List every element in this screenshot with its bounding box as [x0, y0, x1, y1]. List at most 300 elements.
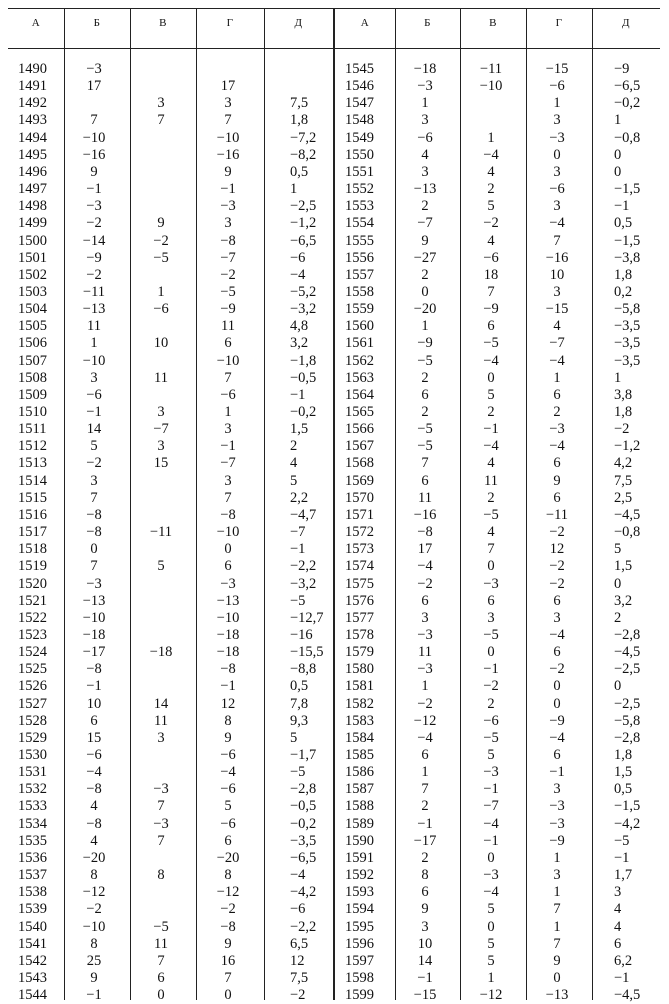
left-year-cell: 1535 — [18, 832, 47, 849]
right-b-cell: −3 — [417, 626, 433, 643]
right-year-cell: 1588 — [345, 798, 374, 815]
left-b-cell: −6 — [86, 386, 102, 403]
left-g-cell: 6 — [224, 832, 232, 849]
left-d-cell: −2,2 — [290, 918, 317, 935]
left-g-cell: −18 — [216, 644, 240, 661]
right-year-cell: 1553 — [345, 198, 374, 215]
right-g-cell: 6 — [553, 455, 561, 472]
left-g-cell: 7 — [224, 112, 232, 129]
left-year-cell: 1525 — [18, 661, 47, 678]
left-v-cell — [132, 660, 190, 678]
left-g-cell: 0 — [224, 541, 232, 558]
left-year-cell: 1503 — [18, 283, 47, 300]
left-year-cell: 1534 — [18, 815, 47, 832]
left-b-cell: −2 — [86, 901, 102, 918]
right-year-cell: 1574 — [345, 558, 374, 575]
right-v-cell: −10 — [479, 78, 503, 95]
left-b-cell: −12 — [82, 884, 106, 901]
left-v-cell — [132, 129, 190, 147]
right-g-cell: 3 — [553, 867, 561, 883]
right-b-cell: −12 — [413, 712, 437, 729]
right-d-cell: 0 — [614, 575, 622, 592]
left-b-cell: 5 — [90, 438, 98, 455]
right-g-cell: −3 — [549, 421, 565, 438]
right-g-cell: −3 — [549, 798, 565, 815]
left-b-cell: 14 — [86, 421, 102, 438]
left-v-cell: 10 — [153, 335, 169, 352]
left-v-cell — [132, 609, 190, 627]
left-v-cell — [132, 575, 190, 593]
right-year-cell: 1568 — [345, 455, 374, 472]
right-v-cell: −9 — [483, 301, 499, 318]
right-year-cell: 1548 — [345, 112, 374, 129]
right-b-cell: 8 — [421, 867, 429, 883]
right-d-cell: 1,7 — [614, 867, 633, 883]
right-v-cell: −4 — [483, 352, 499, 369]
right-b-cell: 1 — [421, 318, 429, 335]
right-b-cell: −3 — [417, 78, 433, 95]
left-year-cell: 1516 — [18, 506, 47, 523]
left-b-cell: −10 — [82, 129, 106, 146]
left-d-cell: 3,2 — [290, 335, 309, 352]
col-divider — [395, 8, 396, 1000]
left-b-cell: −9 — [86, 249, 102, 266]
left-b-cell: 0 — [90, 541, 98, 558]
right-v-cell: −5 — [483, 506, 499, 523]
left-year-cell: 1502 — [18, 266, 47, 283]
left-v-cell: −5 — [153, 918, 169, 935]
left-year-cell: 1544 — [18, 987, 47, 1004]
left-year-cell: 1491 — [18, 78, 47, 95]
right-b-cell: 7 — [421, 781, 429, 798]
left-year-cell: 1505 — [18, 318, 47, 335]
left-year-cell: 1533 — [18, 798, 47, 815]
left-year-cell: 1510 — [18, 404, 47, 420]
right-g-cell: −4 — [549, 438, 565, 455]
left-g-cell: 9 — [224, 729, 232, 746]
right-g-cell: 9 — [553, 472, 561, 489]
right-year-cell: 1556 — [345, 249, 374, 266]
right-v-cell: −5 — [483, 626, 499, 643]
col-divider — [130, 8, 131, 1000]
left-v-cell: 14 — [153, 695, 169, 712]
right-year-cell: 1551 — [345, 163, 374, 180]
right-b-cell: 2 — [421, 266, 429, 283]
left-g-cell: 6 — [224, 335, 232, 352]
right-b-cell: 7 — [421, 455, 429, 472]
right-v-cell: −3 — [483, 764, 499, 781]
left-g-cell: 9 — [224, 935, 232, 952]
left-d-cell: −5 — [290, 592, 306, 609]
left-v-cell — [132, 849, 190, 867]
left-year-cell: 1513 — [18, 455, 47, 472]
left-g-cell: −16 — [216, 146, 240, 163]
right-d-cell: 0,2 — [614, 283, 633, 300]
right-v-cell: 2 — [487, 695, 495, 712]
left-d-cell: −12,7 — [290, 609, 324, 626]
right-d-cell: 1 — [614, 112, 622, 129]
right-d-cell: −4,5 — [614, 987, 641, 1004]
right-b-cell: 3 — [421, 918, 429, 935]
left-d-cell: 2 — [290, 438, 298, 455]
right-year-cell: 1573 — [345, 541, 374, 558]
right-b-cell: −3 — [417, 661, 433, 678]
col-divider — [592, 8, 593, 1000]
right-v-cell: 5 — [487, 386, 495, 403]
left-year-cell: 1492 — [18, 95, 47, 112]
left-b-cell: −4 — [86, 764, 102, 781]
left-d-cell: −4,2 — [290, 884, 317, 901]
right-d-cell: −3,5 — [614, 352, 641, 369]
left-b-cell: 15 — [86, 729, 102, 746]
right-year-cell: 1561 — [345, 335, 374, 352]
right-b-cell: 11 — [418, 489, 432, 506]
left-v-cell: 15 — [153, 455, 169, 472]
left-d-cell: 2,2 — [290, 489, 309, 506]
right-g-cell: 3 — [553, 163, 561, 180]
right-v-cell: −2 — [483, 678, 499, 695]
left-d-cell — [290, 77, 328, 95]
right-v-cell: 4 — [487, 163, 495, 180]
left-d-cell: −3,2 — [290, 575, 317, 592]
left-year-cell: 1509 — [18, 386, 47, 403]
right-g-cell: −9 — [549, 712, 565, 729]
right-b-cell: −4 — [417, 729, 433, 746]
left-d-cell: −7,2 — [290, 129, 317, 146]
right-b-cell: −7 — [417, 215, 433, 232]
left-d-cell: 6,5 — [290, 935, 309, 952]
right-v-cell: −5 — [483, 729, 499, 746]
right-g-cell: 4 — [553, 318, 561, 335]
left-v-cell — [132, 883, 190, 901]
right-d-cell: 0 — [614, 678, 622, 695]
left-d-cell: −4,7 — [290, 506, 317, 523]
right-d-cell: −1 — [614, 969, 630, 986]
right-b-cell: 2 — [421, 404, 429, 420]
left-g-cell: −7 — [220, 249, 236, 266]
right-year-cell: 1572 — [345, 524, 374, 540]
left-g-cell: −1 — [220, 438, 236, 455]
right-b-cell: 1 — [421, 678, 429, 695]
right-year-cell: 1596 — [345, 935, 374, 952]
left-g-cell: 12 — [220, 695, 236, 712]
left-year-cell: 1520 — [18, 575, 47, 592]
left-v-cell: −3 — [153, 781, 169, 798]
right-year-cell: 1567 — [345, 438, 374, 455]
right-year-cell: 1582 — [345, 695, 374, 712]
left-d-cell: 9,3 — [290, 712, 309, 729]
col-divider — [264, 8, 265, 1000]
right-g-cell: −4 — [549, 626, 565, 643]
left-g-cell: −8 — [220, 661, 236, 678]
left-g-cell: −6 — [220, 781, 236, 798]
right-d-cell: 6,2 — [614, 952, 633, 969]
left-year-cell: 1497 — [18, 181, 47, 197]
left-g-cell: −5 — [220, 283, 236, 300]
right-d-cell: 7,5 — [614, 472, 633, 489]
right-d-cell: 0,5 — [614, 215, 633, 232]
left-b-cell: 11 — [87, 318, 101, 335]
left-g-cell: −7 — [220, 455, 236, 472]
left-year-cell: 1519 — [18, 558, 47, 575]
left-v-cell: 3 — [157, 729, 165, 746]
left-b-cell: −1 — [86, 987, 102, 1004]
right-g-cell: 3 — [553, 609, 561, 626]
right-year-cell: 1587 — [345, 781, 374, 798]
right-b-cell: 6 — [421, 884, 429, 901]
left-b-cell: −2 — [86, 455, 102, 472]
right-v-cell: −6 — [483, 249, 499, 266]
left-g-cell: 17 — [220, 78, 236, 95]
left-b-cell: −17 — [82, 644, 106, 661]
right-d-cell: 4 — [614, 901, 622, 918]
left-year-cell: 1543 — [18, 969, 47, 986]
right-g-cell: 9 — [553, 952, 561, 969]
right-v-cell: −2 — [483, 215, 499, 232]
left-d-cell: −0,5 — [290, 798, 317, 815]
left-year-cell: 1514 — [18, 472, 47, 489]
left-b-cell: 8 — [90, 867, 98, 883]
left-year-cell: 1501 — [18, 249, 47, 266]
left-year-cell: 1506 — [18, 335, 47, 352]
left-d-cell: −8,2 — [290, 146, 317, 163]
left-b-cell: −6 — [86, 747, 102, 763]
left-d-cell: −7 — [290, 524, 306, 540]
left-v-cell — [132, 352, 190, 370]
left-year-cell: 1498 — [18, 198, 47, 215]
left-g-cell: −6 — [220, 386, 236, 403]
left-v-cell: −18 — [149, 644, 173, 661]
left-v-cell: 11 — [154, 712, 168, 729]
right-d-cell: 4,2 — [614, 455, 633, 472]
left-d-cell: −5,2 — [290, 283, 317, 300]
right-d-cell: 3,8 — [614, 386, 633, 403]
left-b-cell: −11 — [82, 283, 106, 300]
right-d-cell: −2,8 — [614, 729, 641, 746]
left-g-cell: −3 — [220, 575, 236, 592]
header-b-right: Б — [424, 17, 431, 29]
right-year-cell: 1571 — [345, 506, 374, 523]
right-g-cell: 0 — [553, 695, 561, 712]
left-g-cell: 8 — [224, 867, 232, 883]
right-d-cell: 1 — [614, 369, 622, 386]
right-year-cell: 1580 — [345, 661, 374, 678]
right-d-cell: 2,5 — [614, 489, 633, 506]
right-b-cell: −4 — [417, 558, 433, 575]
right-d-cell: 1,5 — [614, 764, 633, 781]
right-d-cell: −1,5 — [614, 798, 641, 815]
header-g-right: Г — [555, 17, 563, 29]
right-b-cell: −2 — [417, 575, 433, 592]
left-year-cell: 1523 — [18, 626, 47, 643]
right-d-cell: −0,8 — [614, 129, 641, 146]
left-v-cell — [132, 146, 190, 164]
right-d-cell: −5 — [614, 832, 630, 849]
left-d-cell: −1,7 — [290, 747, 317, 763]
right-b-cell: 0 — [421, 283, 429, 300]
left-b-cell: −14 — [82, 232, 106, 249]
right-d-cell: −4,5 — [614, 644, 641, 661]
left-year-cell: 1526 — [18, 678, 47, 695]
left-v-cell — [132, 506, 190, 524]
right-b-cell: −27 — [413, 249, 437, 266]
left-v-cell: 11 — [154, 369, 168, 386]
left-g-cell: −8 — [220, 232, 236, 249]
right-v-cell: −1 — [483, 781, 499, 798]
left-g-cell: 3 — [224, 215, 232, 232]
left-year-cell: 1528 — [18, 712, 47, 729]
left-b-cell: −1 — [86, 404, 102, 420]
left-d-cell: 0,5 — [290, 163, 309, 180]
left-d-cell: −15,5 — [290, 644, 324, 661]
left-g-cell: 6 — [224, 558, 232, 575]
right-b-cell: 1 — [421, 95, 429, 112]
right-year-cell: 1560 — [345, 318, 374, 335]
left-g-cell — [198, 60, 258, 78]
left-g-cell: −8 — [220, 506, 236, 523]
left-g-cell: 11 — [221, 318, 235, 335]
left-v-cell: −2 — [153, 232, 169, 249]
right-d-cell: −1 — [614, 198, 630, 215]
right-year-cell: 1564 — [345, 386, 374, 403]
right-g-cell: 0 — [553, 678, 561, 695]
left-b-cell: −8 — [86, 506, 102, 523]
left-v-cell — [132, 746, 190, 764]
right-v-cell: 4 — [487, 232, 495, 249]
right-v-cell: 5 — [487, 952, 495, 969]
right-g-cell: 3 — [553, 283, 561, 300]
left-v-cell — [132, 163, 190, 181]
left-b-cell: −8 — [86, 661, 102, 678]
right-v-cell: 5 — [487, 198, 495, 215]
left-b-cell: −3 — [86, 575, 102, 592]
header-b-left: Б — [93, 17, 101, 29]
left-year-cell: 1494 — [18, 129, 47, 146]
left-v-cell — [132, 77, 190, 95]
right-g-cell: −2 — [549, 575, 565, 592]
right-g-cell: 0 — [553, 969, 561, 986]
left-g-cell: −18 — [216, 626, 240, 643]
right-b-cell: 17 — [417, 541, 433, 558]
right-year-cell: 1558 — [345, 283, 374, 300]
left-g-cell: 1 — [224, 404, 232, 420]
left-d-cell — [290, 60, 328, 78]
right-b-cell: −6 — [417, 129, 433, 146]
right-v-cell: −5 — [483, 335, 499, 352]
left-year-cell: 1496 — [18, 163, 47, 180]
right-year-cell: 1562 — [345, 352, 374, 369]
right-g-cell: 6 — [553, 644, 561, 661]
right-b-cell: −13 — [413, 181, 437, 197]
right-d-cell: −1,5 — [614, 232, 641, 249]
right-g-cell: 7 — [553, 901, 561, 918]
header-v-left: В — [159, 17, 167, 29]
right-g-cell: 1 — [553, 95, 561, 112]
left-v-cell: 8 — [157, 867, 165, 883]
col-divider — [64, 8, 65, 1000]
left-year-cell: 1542 — [18, 952, 47, 969]
left-v-cell — [132, 197, 190, 215]
right-g-cell: 1 — [553, 884, 561, 901]
right-b-cell: 14 — [417, 952, 433, 969]
left-b-cell: −10 — [82, 352, 106, 369]
left-d-cell: 1 — [290, 181, 298, 197]
left-v-cell: 7 — [157, 798, 165, 815]
left-v-cell: 9 — [157, 215, 165, 232]
left-d-cell: −4 — [290, 867, 306, 883]
right-g-cell: −9 — [549, 832, 565, 849]
right-g-cell: −4 — [549, 352, 565, 369]
right-d-cell: 5 — [614, 541, 622, 558]
left-d-cell: −3,5 — [290, 832, 317, 849]
right-year-cell: 1589 — [345, 815, 374, 832]
left-year-cell: 1521 — [18, 592, 47, 609]
left-g-cell: −6 — [220, 747, 236, 763]
left-v-cell: 11 — [154, 935, 168, 952]
left-year-cell: 1531 — [18, 764, 47, 781]
left-b-cell: −2 — [86, 215, 102, 232]
right-d-cell: 6 — [614, 935, 622, 952]
header-g-left: Г — [226, 17, 234, 29]
right-v-cell: 7 — [487, 541, 495, 558]
right-b-cell: 6 — [421, 472, 429, 489]
right-d-cell: −3,8 — [614, 249, 641, 266]
right-year-cell: 1594 — [345, 901, 374, 918]
left-d-cell: 4 — [290, 455, 298, 472]
right-v-cell: 2 — [487, 404, 495, 420]
left-d-cell: −16 — [290, 626, 313, 643]
right-year-cell: 1550 — [345, 146, 374, 163]
right-year-cell: 1559 — [345, 301, 374, 318]
left-d-cell: 7,8 — [290, 695, 309, 712]
left-year-cell: 1540 — [18, 918, 47, 935]
left-year-cell: 1537 — [18, 867, 47, 883]
left-v-cell — [132, 489, 190, 507]
left-g-cell: −2 — [220, 266, 236, 283]
left-year-cell: 1532 — [18, 781, 47, 798]
right-b-cell: 2 — [421, 198, 429, 215]
left-g-cell: 7 — [224, 489, 232, 506]
left-d-cell: −1 — [290, 386, 306, 403]
left-v-cell: −11 — [149, 524, 173, 540]
left-year-cell: 1508 — [18, 369, 47, 386]
left-year-cell: 1490 — [18, 61, 47, 77]
left-b-cell: −2 — [86, 266, 102, 283]
right-g-cell: −2 — [549, 661, 565, 678]
left-year-cell: 1539 — [18, 901, 47, 918]
right-year-cell: 1598 — [345, 969, 374, 986]
right-d-cell: −0,8 — [614, 524, 641, 540]
right-v-cell: 2 — [487, 489, 495, 506]
right-g-cell: 6 — [553, 592, 561, 609]
left-v-cell — [132, 900, 190, 918]
left-d-cell: −2 — [290, 987, 306, 1004]
left-d-cell: 1,5 — [290, 421, 309, 438]
right-v-cell: 1 — [487, 969, 495, 986]
right-g-cell: 3 — [553, 198, 561, 215]
right-v-cell: 7 — [487, 283, 495, 300]
right-g-cell: −7 — [549, 335, 565, 352]
right-b-cell: 6 — [421, 386, 429, 403]
right-year-cell: 1592 — [345, 867, 374, 883]
left-d-cell: −2,5 — [290, 198, 317, 215]
left-d-cell: 0,5 — [290, 678, 309, 695]
right-g-cell: 0 — [553, 146, 561, 163]
right-d-cell: −6,5 — [614, 78, 641, 95]
left-v-cell: 7 — [157, 112, 165, 129]
left-g-cell: 3 — [224, 95, 232, 112]
right-year-cell: 1575 — [345, 575, 374, 592]
